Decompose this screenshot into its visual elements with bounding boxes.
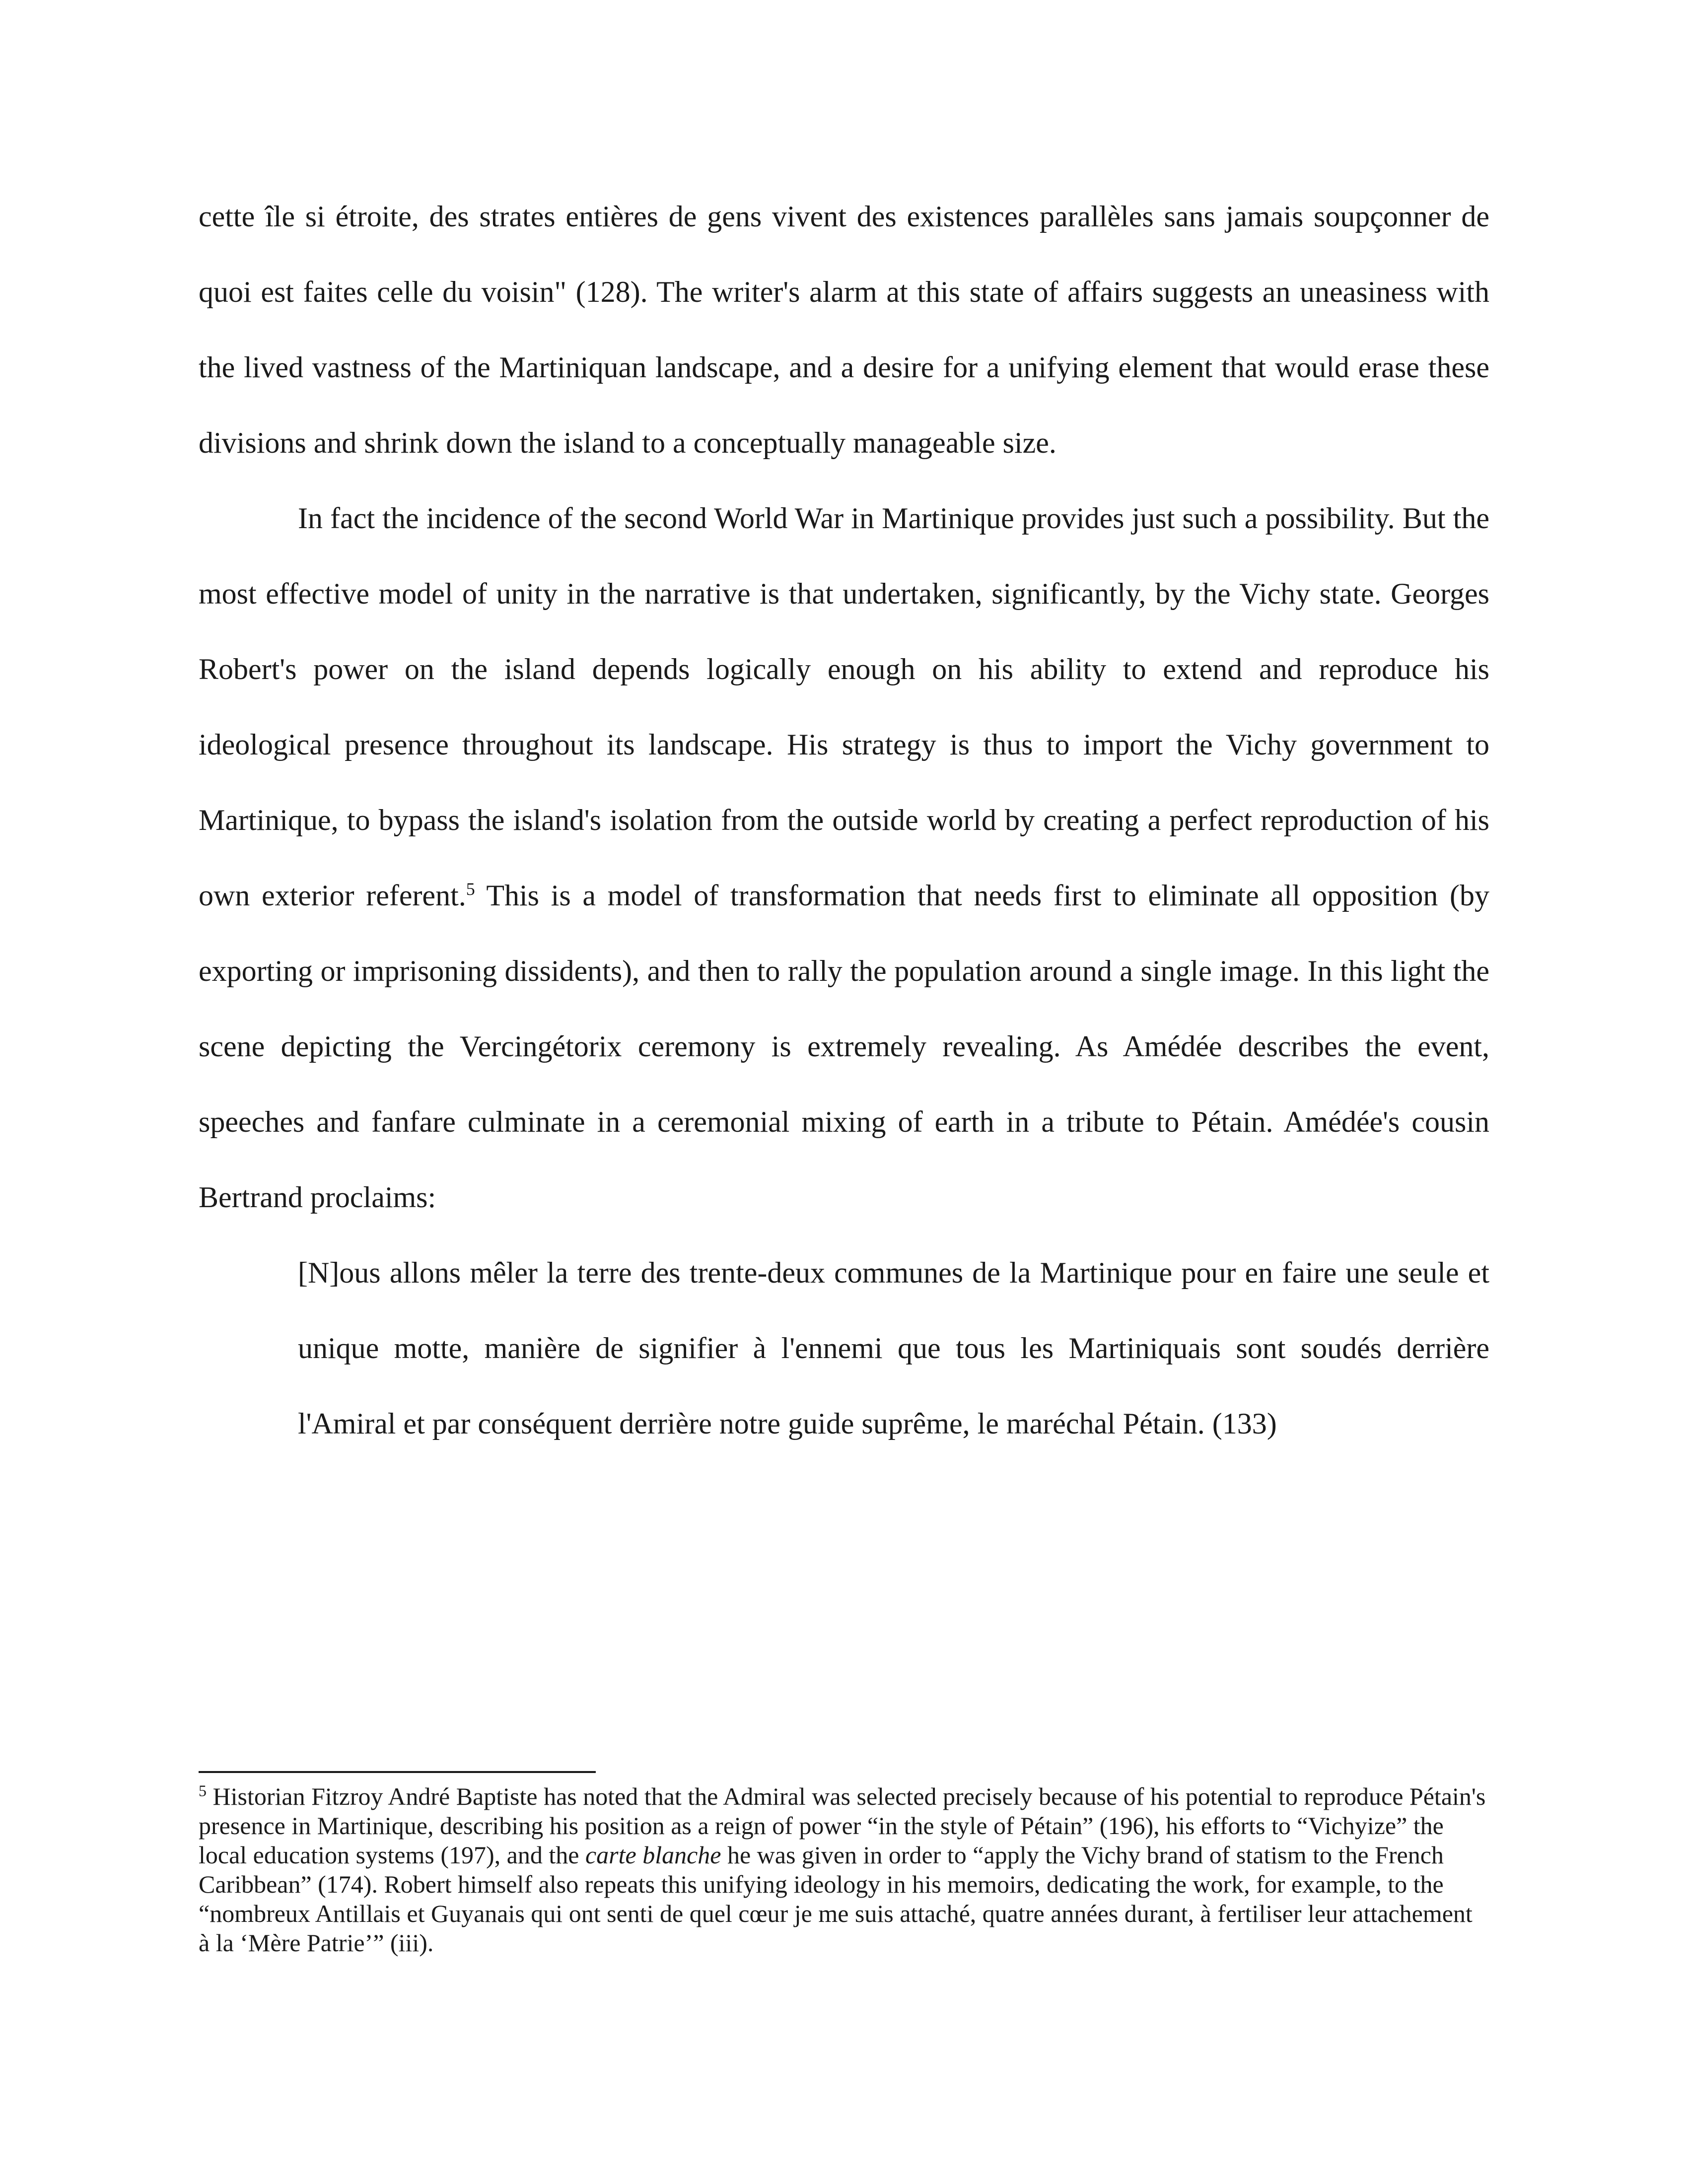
footnote-text-italic: carte blanche [585,1841,721,1869]
paragraph-1 [199,179,1489,480]
paragraph-2-text-a: In fact the incidence of the second World War in Martinique provides just such a possibility. But the most effective model of unity in the narrative is that undertaken, significantly, by the Vichy state. Georges Robert's power on the island depends logically enough on his ability to extend and reproduce his ideological presence throughout its landscape. His strategy is thus to import the Vichy government to Martinique, to bypass the island's isolation from the outside world by creating a perfect reproduction of his own exterior referent. [199,502,1489,912]
paragraph-1-text: cette île si étroite, des strates entières de gens vivent des existences parallèles sans jamais soupçonner de quoi est faites celle du voisin" (128). The writer's alarm at this state of affairs suggests an uneasiness with the lived vastness of the Martiniquan landscape, and a desire for a unifying element that would erase these divisions and shrink down the island to a conceptually manageable size. [199,200,1489,459]
block-quote [298,1235,1489,1461]
footnote-divider [199,1771,596,1773]
footnote [199,1782,1489,1958]
footnote-reference[interactable]: 5 [466,879,475,899]
paragraph-2 [199,480,1489,1235]
page-body [199,179,1489,1461]
paragraph-2-text-b: This is a model of transformation that needs first to eliminate all opposition (by exporting or imprisoning dissidents), and then to rally the population around a single image. In this light the scene depicting the Vercingétorix ceremony is extremely revealing. As Amédée describes the event, speeches and fanfare culminate in a ceremonial mixing of earth in a tribute to Pétain. Amédée's cousin Bertrand proclaims: [199,879,1490,1214]
block-quote-text: [N]ous allons mêler la terre des trente-deux communes de la Martinique pour en faire une seule et unique motte, manière de signifier à l'ennemi que tous les Martiniquais sont soudés derrière l'Amiral et par conséquent derrière notre guide suprême, le maréchal Pétain. (133) [298,1256,1489,1440]
footnote-text-start: Historian Fitzroy André Baptiste has noted that the Admiral was selected precisely because of his potential to reproduce Pétain's presence in Martinique, describing his position as a reign of power “in the style of Pétain” (196), his efforts to “Vichyize” the local education systems (197), and the [199,1782,1486,1869]
footnote-text-end: he was given in order to “apply the Vichy brand of statism to the French Caribbean” (174). Robert himself also repeats this unifying ideology in his memoirs, dedicating the work, for example, to the “nombreux Antillais et Guyanais qui ont senti de quel cœur je me suis attaché, quatre années durant, à fertiliser leur attachement à la ‘Mère Patrie’” (iii). [199,1841,1473,1957]
footnote-marker: 5 [199,1781,207,1800]
